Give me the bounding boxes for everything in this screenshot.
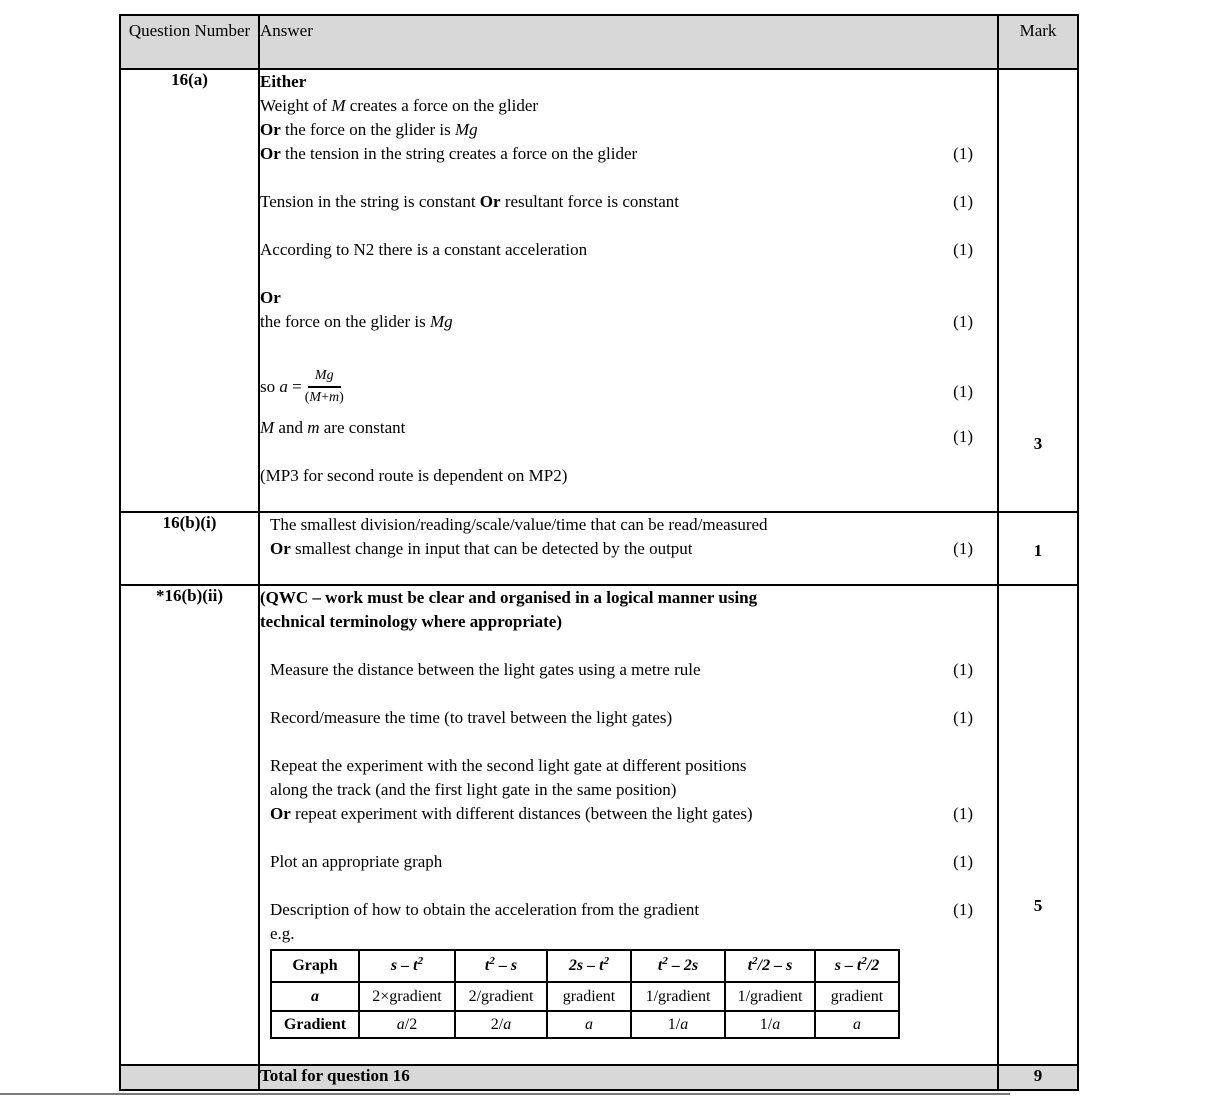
inner-table-cell <box>631 1011 725 1038</box>
inner-table-cell <box>359 950 455 982</box>
text-run: t <box>657 957 663 974</box>
answer-text <box>260 418 405 437</box>
text-run: m <box>307 418 320 437</box>
inner-table-cell <box>271 950 359 982</box>
answer-text <box>270 706 672 730</box>
question-row <box>120 585 1078 1065</box>
mark-point: (1) <box>953 539 973 558</box>
answer-text <box>260 612 562 631</box>
answer-text <box>270 898 699 922</box>
text-run: gradient <box>562 987 616 1005</box>
text-run: a <box>503 1015 512 1033</box>
text-run: technical terminology where appropriate) <box>260 612 563 631</box>
table-header-row <box>120 15 1078 69</box>
text-run: a <box>853 1015 861 1033</box>
answer-text <box>260 120 478 139</box>
inner-table-cell <box>815 1011 899 1038</box>
inner-table-cell <box>455 1011 547 1038</box>
blank-line <box>260 334 997 358</box>
answer-text <box>260 144 637 163</box>
answer-text <box>270 513 768 537</box>
text-run: t <box>484 957 490 974</box>
text-run: a <box>396 1015 405 1033</box>
text-run: the force on the glider is <box>280 120 455 139</box>
mark-point: (1) <box>953 312 973 331</box>
text-run: smallest change in input that can be detected by the output <box>290 539 693 558</box>
answer-text <box>260 240 587 259</box>
inner-table-cell <box>547 982 631 1011</box>
answer-text <box>260 96 538 115</box>
answer-line <box>260 754 997 778</box>
answer-text <box>260 72 306 91</box>
mark-value: 3 <box>1033 434 1043 453</box>
text-run: gradient <box>830 987 884 1005</box>
answer-line <box>260 286 997 310</box>
inner-table-cell <box>725 950 815 982</box>
text-run: s – t <box>390 957 418 974</box>
question-row <box>120 69 1078 512</box>
mark-scheme-table <box>119 14 1079 1091</box>
answer-text <box>260 588 757 607</box>
text-run: M <box>309 390 322 405</box>
text-run: 2 <box>861 955 867 967</box>
header-mark: Mark <box>998 15 1078 69</box>
inner-table-row <box>271 1011 899 1038</box>
answer-text <box>270 922 295 946</box>
text-run: t <box>747 957 753 974</box>
text-run: along the track (and the first light gate in the same position) <box>270 780 677 799</box>
text-run: a <box>279 377 288 396</box>
scan-artifact-line <box>0 1093 1010 1095</box>
total-empty-cell <box>120 1065 259 1090</box>
text-run: Either <box>260 72 307 91</box>
answer-line <box>260 778 997 802</box>
text-run: /2 <box>404 1015 418 1033</box>
text-run: Repeat the experiment with the second light gate at different positions <box>270 756 747 775</box>
text-run: Mg <box>454 120 478 139</box>
blank-line <box>260 440 997 464</box>
total-label: Total for question 16 <box>259 1065 998 1090</box>
inner-table-row <box>271 982 899 1011</box>
inner-graph-table <box>270 949 900 1039</box>
question-row <box>120 512 1078 585</box>
blank-line <box>260 262 997 286</box>
text-run: (QWC – work must be clear and organised in a logical manner using <box>260 588 758 607</box>
text-run: M <box>331 96 346 115</box>
answer-line <box>260 706 997 730</box>
inner-table-cell <box>725 1011 815 1038</box>
text-run: s – t <box>834 957 862 974</box>
inner-table-cell <box>455 982 547 1011</box>
text-run: Or <box>260 288 281 307</box>
mark-point: (1) <box>953 240 973 259</box>
text-run: 2s – t <box>568 957 604 974</box>
mark-point: (1) <box>953 144 973 163</box>
answer-text <box>260 192 679 211</box>
blank-line <box>260 166 997 190</box>
text-run: 2/ <box>490 1015 504 1033</box>
answer-line <box>260 464 997 488</box>
answer-line <box>260 310 997 334</box>
answer-text <box>270 802 753 826</box>
text-run: and <box>274 418 308 437</box>
text-run: Graph <box>292 957 338 974</box>
inner-table-cell <box>725 982 815 1011</box>
inner-table-cell <box>547 1011 631 1038</box>
mark-point: (1) <box>953 427 973 446</box>
text-run: 1/ <box>759 1015 773 1033</box>
answer-text <box>270 778 676 802</box>
mark-point: (1) <box>953 852 973 871</box>
header-answer: Answer <box>259 15 998 69</box>
blank-line <box>260 682 997 706</box>
text-run: Weight of <box>260 96 332 115</box>
answer-line <box>260 238 997 262</box>
answer-line <box>260 658 997 682</box>
text-run: Or <box>270 804 291 823</box>
text-run: so <box>260 377 280 396</box>
answer-line <box>260 70 997 94</box>
text-run: Measure the distance between the light gates using a metre rule <box>270 660 701 679</box>
mark-point: (1) <box>953 192 973 211</box>
text-run: the force on the glider is <box>260 312 430 331</box>
total-mark: 9 <box>998 1065 1078 1090</box>
answer-line <box>260 94 997 118</box>
answer-line <box>260 898 997 922</box>
text-run: The smallest division/reading/scale/value/time that can be read/measured <box>270 515 768 534</box>
text-run: + <box>321 390 329 405</box>
blank-line <box>260 214 997 238</box>
answer-line <box>260 610 997 634</box>
answer-line <box>260 802 997 826</box>
inner-table-cell <box>815 982 899 1011</box>
question-number-cell: 16(a) <box>120 69 259 512</box>
blank-line <box>260 826 997 850</box>
inner-table-cell <box>547 950 631 982</box>
text-run: Or <box>270 539 291 558</box>
inner-table-cell <box>359 1011 455 1038</box>
blank-line <box>260 874 997 898</box>
answer-text <box>260 466 567 485</box>
mark-cell <box>998 512 1078 585</box>
formula-line <box>260 358 997 416</box>
text-run: Mg <box>429 312 453 331</box>
inner-table-cell <box>631 950 725 982</box>
answer-text <box>270 537 693 561</box>
answer-line <box>260 922 997 946</box>
question-number-cell: *16(b)(ii) <box>120 585 259 1065</box>
answer-text <box>260 288 281 307</box>
text-run: Or <box>260 144 281 163</box>
text-run: Or <box>479 192 501 211</box>
blank-line <box>260 730 997 754</box>
question-number-cell: 16(b)(i) <box>120 512 259 585</box>
text-run: are constant <box>319 418 406 437</box>
text-run: 2 <box>752 955 758 967</box>
text-run: (MP3 for second route is dependent on MP2) <box>260 466 568 485</box>
answer-cell <box>259 69 998 512</box>
text-run: a <box>585 1015 593 1033</box>
text-run: Plot an appropriate graph <box>270 852 443 871</box>
answer-line <box>260 586 997 610</box>
answer-text <box>260 312 453 331</box>
text-run: 1/gradient <box>645 987 711 1005</box>
text-run: 1/gradient <box>737 987 803 1005</box>
text-run: resultant force is constant <box>500 192 680 211</box>
answer-line <box>260 513 997 537</box>
mark-point: (1) <box>953 900 973 919</box>
inner-table-cell <box>631 982 725 1011</box>
text-run: repeat experiment with different distances (between the light gates) <box>290 804 753 823</box>
text-run: Mg <box>314 368 334 383</box>
mark-point: (1) <box>953 382 973 401</box>
blank-line <box>260 634 997 658</box>
fraction-denominator <box>305 388 344 406</box>
mark-point: (1) <box>953 708 973 727</box>
text-run: ) <box>339 390 344 405</box>
text-run: Description of how to obtain the acceleration from the gradient <box>270 900 700 919</box>
inner-table-row <box>271 950 899 982</box>
answer-cell <box>259 585 998 1065</box>
text-run: According to N2 there is a constant acceleration <box>260 240 588 259</box>
fraction <box>305 368 344 406</box>
inner-table-cell <box>271 1011 359 1038</box>
answer-line <box>260 850 997 874</box>
text-run: Tension in the string is constant <box>260 192 480 211</box>
text-run: 2 <box>603 955 610 967</box>
answer-line <box>260 416 997 446</box>
text-run: 2 <box>489 955 495 967</box>
text-run: 1/ <box>667 1015 681 1033</box>
text-run: /2 <box>866 957 880 974</box>
text-run: 2/gradient <box>468 987 534 1005</box>
answer-line <box>260 118 997 142</box>
text-run: /2 – s <box>757 957 793 974</box>
mark-point: (1) <box>953 804 973 823</box>
mark-value: 1 <box>1033 541 1043 560</box>
total-row <box>120 1065 1078 1090</box>
mark-value: 5 <box>1033 896 1043 915</box>
formula-lead <box>260 377 302 397</box>
text-run: ( <box>304 390 310 405</box>
mark-point: (1) <box>953 660 973 679</box>
answer-text <box>270 754 747 778</box>
text-run: Record/measure the time (to travel between the light gates) <box>270 708 673 727</box>
text-run: 2×gradient <box>372 987 442 1005</box>
mark-cell <box>998 585 1078 1065</box>
answer-cell <box>259 512 998 585</box>
text-run: M <box>260 418 275 437</box>
text-run: e.g. <box>270 924 295 943</box>
text-run: the tension in the string creates a force on the glider <box>280 144 638 163</box>
text-run: 2 <box>662 955 668 967</box>
text-run: – s <box>494 957 518 974</box>
text-run: a <box>311 987 319 1005</box>
inner-table-cell <box>359 982 455 1011</box>
answer-line <box>260 190 997 214</box>
text-run: = <box>287 377 302 396</box>
answer-line <box>260 142 997 166</box>
text-run: a <box>680 1015 689 1033</box>
text-run: Gradient <box>283 1015 347 1033</box>
text-run: m <box>328 390 340 405</box>
inner-table-cell <box>455 950 547 982</box>
text-run: Or <box>260 120 281 139</box>
inner-table-cell <box>815 950 899 982</box>
header-question-number: Question Number <box>120 15 259 69</box>
text-run: creates a force on the glider <box>345 96 539 115</box>
fraction-numerator <box>308 368 341 388</box>
text-run: a <box>772 1015 781 1033</box>
answer-line <box>260 537 997 561</box>
text-run: 2 <box>417 955 424 967</box>
inner-table-cell <box>271 982 359 1011</box>
answer-text <box>270 658 701 682</box>
text-run: – 2s <box>667 957 699 974</box>
answer-text <box>270 850 442 874</box>
mark-cell <box>998 69 1078 512</box>
